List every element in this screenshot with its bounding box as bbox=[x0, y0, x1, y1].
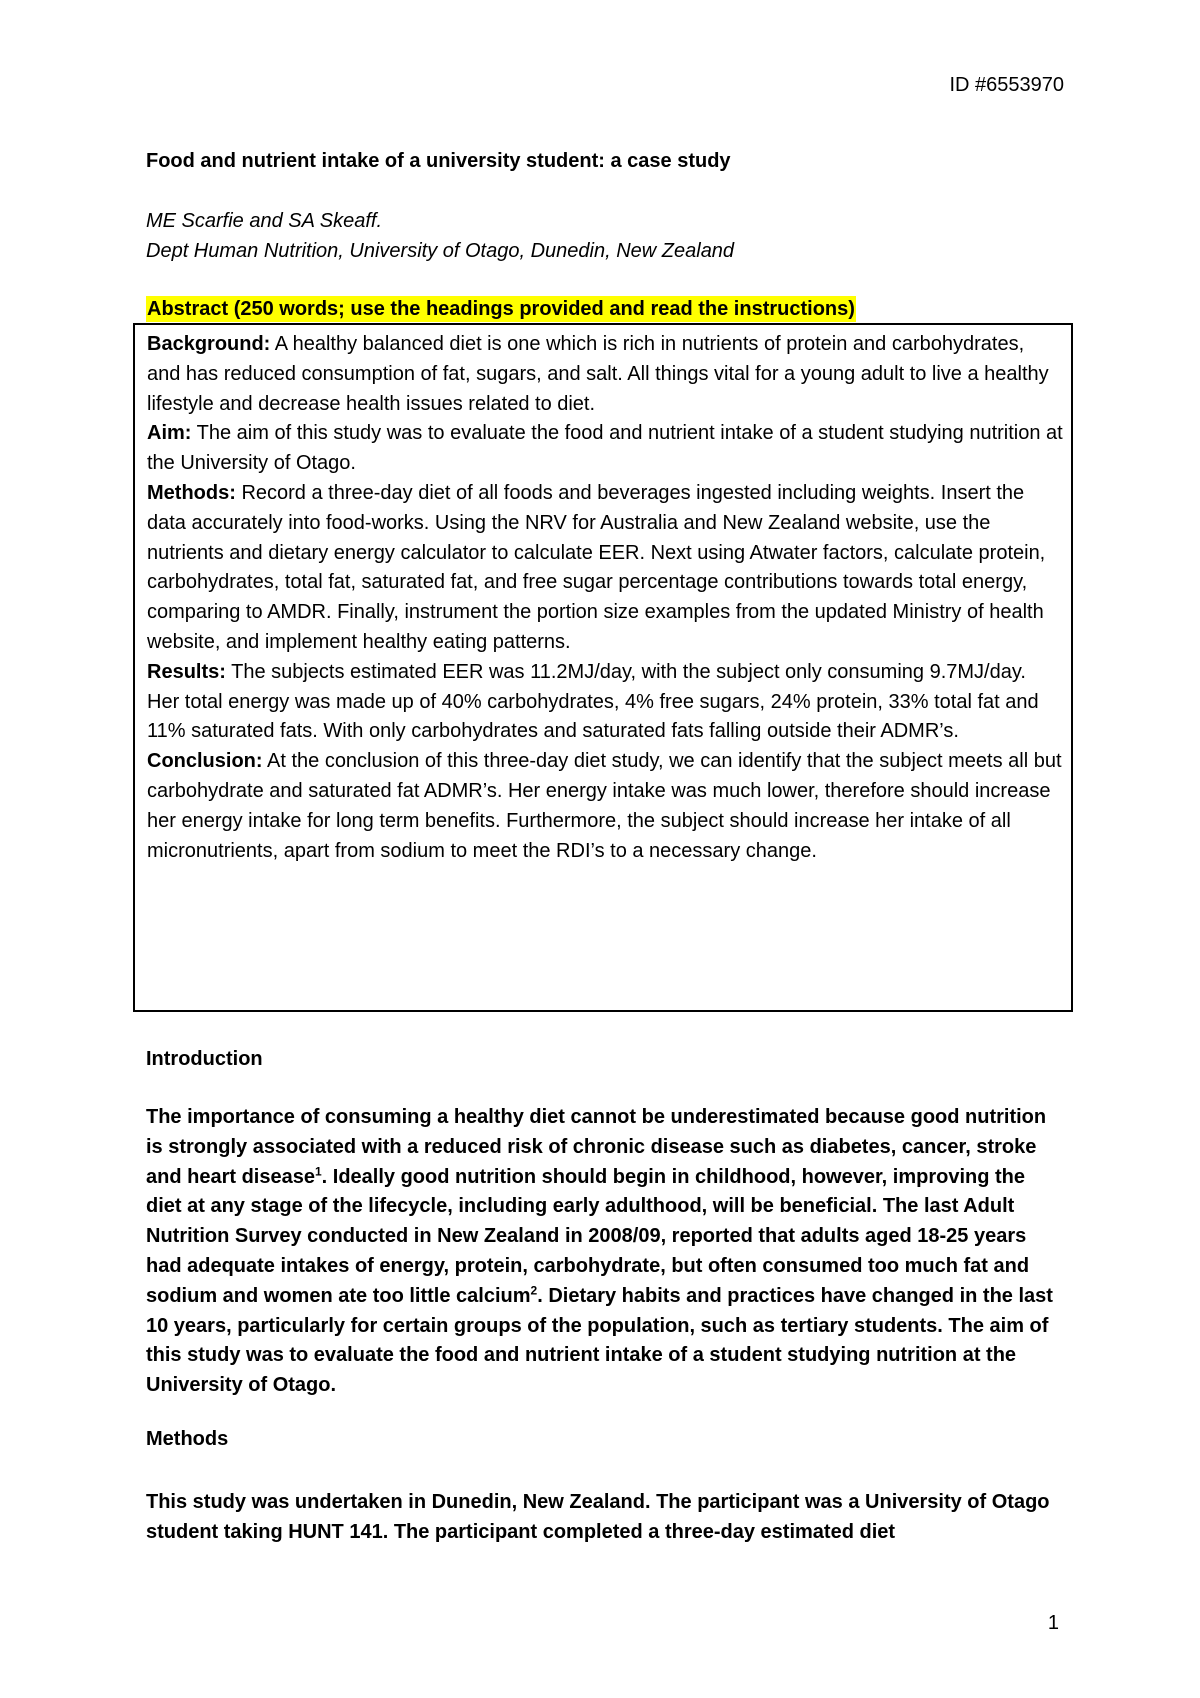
methods-label: Methods: bbox=[147, 481, 236, 504]
background-label: Background: bbox=[147, 333, 271, 355]
abstract-results bbox=[147, 658, 1063, 747]
intro-text-part2: . Ideally good nutrition should begin in childhood, however, improving the diet at any stage of the lifecycle, including early adulthood, will be beneficial. The last Adult Nutrition Survey conducted in New Zealand in 2008/09, reported that adults aged 18-25 years had adequate intakes of energy, protein, carbohydrate, but often consumed too much fat and sodium and women ate too little calcium bbox=[146, 1165, 1030, 1307]
page-number: 1 bbox=[1047, 1612, 1059, 1634]
results-label: Results: bbox=[147, 660, 226, 683]
introduction-paragraph bbox=[146, 1103, 1066, 1401]
paper-title: Food and nutrient intake of a university student: a case study bbox=[146, 150, 731, 172]
aim-text: The aim of this study was to evaluate the food and nutrient intake of a student studying nutrition at the University of Otago. bbox=[147, 422, 1063, 475]
methods-text: Record a three-day diet of all foods and beverages ingested including weights. Insert the data accurately into food-works. Using the NRV for Australia and New Zealand website, use the nutrients and dietary energy calculator to calculate EER. Next using Atwater factors, calculate protein, carbohydrates, total fat, saturated fat, and free sugar percentage contributions towards total energy, comparing to AMDR. Finally, instrument the portion size examples from the updated Ministry of health website, and implement healthy eating patterns. bbox=[147, 481, 1046, 653]
introduction-body bbox=[146, 1103, 1066, 1401]
abstract-heading: Abstract (250 words; use the headings provided and read the instructions) bbox=[147, 298, 855, 320]
abstract-aim bbox=[147, 419, 1063, 479]
conclusion-label: Conclusion: bbox=[147, 750, 263, 773]
abstract-conclusion bbox=[147, 747, 1063, 866]
intro-text-part3: . Dietary habits and practices have changed in the last 10 years, particularly for certain groups of the population, such as tertiary students. The aim of this study was to evaluate the food and nutrient intake of a student studying nutrition at the University of Otago. bbox=[146, 1284, 1053, 1397]
methods-body bbox=[146, 1488, 1066, 1548]
conclusion-text: At the conclusion of this three-day diet study, we can identify that the subject meets all but carbohydrate and saturated fat ADMR’s. Her energy intake was much lower, therefore should increase her energy intake for long term benefits. Furthermore, the subject should increase her intake of all micronutrients, apart from sodium to meet the RDI’s to a necessary change. bbox=[147, 750, 1062, 862]
abstract-box bbox=[133, 323, 1073, 1012]
reference-2: 2 bbox=[530, 1283, 538, 1298]
reference-1: 1 bbox=[314, 1163, 322, 1178]
background-text: A healthy balanced diet is one which is rich in nutrients of protein and carbohydrates, and has reduced consumption of fat, sugars, and salt. All things vital for a young adult to live a healthy lifestyle and decrease health issues related to diet. bbox=[147, 333, 1049, 415]
results-text: The subjects estimated EER was 11.2MJ/day, with the subject only consuming 9.7MJ/day. Her total energy was made up of 40% carbohydrates, 4% free sugars, 24% protein, 33% total fat and 11% saturated fats. With only carbohydrates and saturated fats falling outside their ADMR’s. bbox=[147, 660, 1039, 743]
abstract-background bbox=[147, 330, 1063, 419]
aim-label: Aim: bbox=[147, 422, 192, 445]
intro-text-part1: The importance of consuming a healthy diet cannot be underestimated because good nutrition is strongly associated with a reduced risk of chronic disease such as diabetes, cancer, stroke and heart disease bbox=[146, 1106, 1047, 1188]
author-names: ME Scarfie and SA Skeaff. bbox=[146, 210, 383, 232]
author-block bbox=[146, 206, 734, 266]
author-affiliation: Dept Human Nutrition, University of Otago, Dunedin, New Zealand bbox=[146, 240, 735, 262]
document-id: ID #6553970 bbox=[949, 74, 1064, 96]
methods-heading: Methods bbox=[146, 1428, 229, 1450]
introduction-heading: Introduction bbox=[146, 1048, 263, 1070]
abstract-methods bbox=[147, 479, 1063, 658]
methods-paragraph: This study was undertaken in Dunedin, New Zealand. The participant was a University of Otago student taking HUNT 141. The participant completed a three-day estimated diet bbox=[146, 1491, 1050, 1543]
